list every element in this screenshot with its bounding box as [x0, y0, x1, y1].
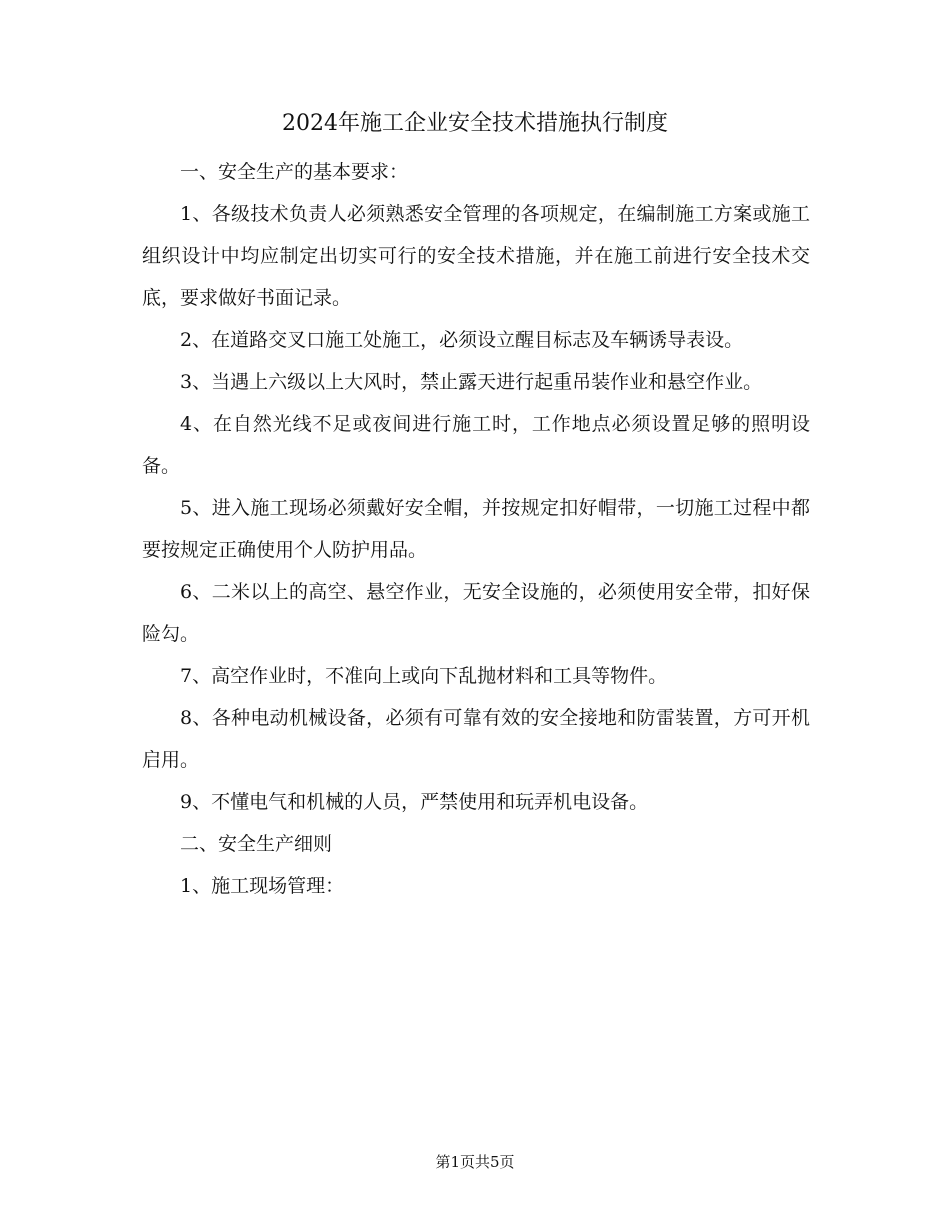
- paragraph: 9、不懂电气和机械的人员，严禁使用和玩弄机电设备。: [180, 791, 649, 813]
- section-heading: 二、安全生产细则: [180, 833, 333, 855]
- paragraph: 7、高空作业时，不准向上或向下乱抛材料和工具等物件。: [180, 665, 668, 687]
- section-heading: 一、安全生产的基本要求：: [180, 161, 409, 183]
- paragraph: 1、施工现场管理：: [180, 875, 345, 897]
- paragraph: 2、在道路交叉口施工处施工，必须设立醒目标志及车辆诱导表设。: [180, 329, 744, 351]
- document-title: 2024年施工企业安全技术措施执行制度: [282, 111, 668, 136]
- paragraph: 3、当遇上六级以上大风时，禁止露天进行起重吊装作业和悬空作业。: [180, 371, 763, 393]
- paragraph: 5、进入施工现场必须戴好安全帽，并按规定扣好帽带，一切施工过程中都要按规定正确使用个人防护用品。: [142, 497, 810, 561]
- paragraph: 4、在自然光线不足或夜间进行施工时，工作地点必须设置足够的照明设备。: [142, 413, 810, 477]
- paragraph: 8、各种电动机械设备，必须有可靠有效的安全接地和防雷装置，方可开机启用。: [142, 707, 810, 771]
- page-number: 第1页共5页: [435, 1153, 515, 1171]
- document-body: [142, 151, 810, 907]
- paragraph: 6、二米以上的高空、悬空作业，无安全设施的，必须使用安全带，扣好保险勾。: [142, 581, 810, 645]
- paragraph: 1、各级技术负责人必须熟悉安全管理的各项规定，在编制施工方案或施工组织设计中均应制定出切实可行的安全技术措施，并在施工前进行安全技术交底，要求做好书面记录。: [142, 203, 810, 309]
